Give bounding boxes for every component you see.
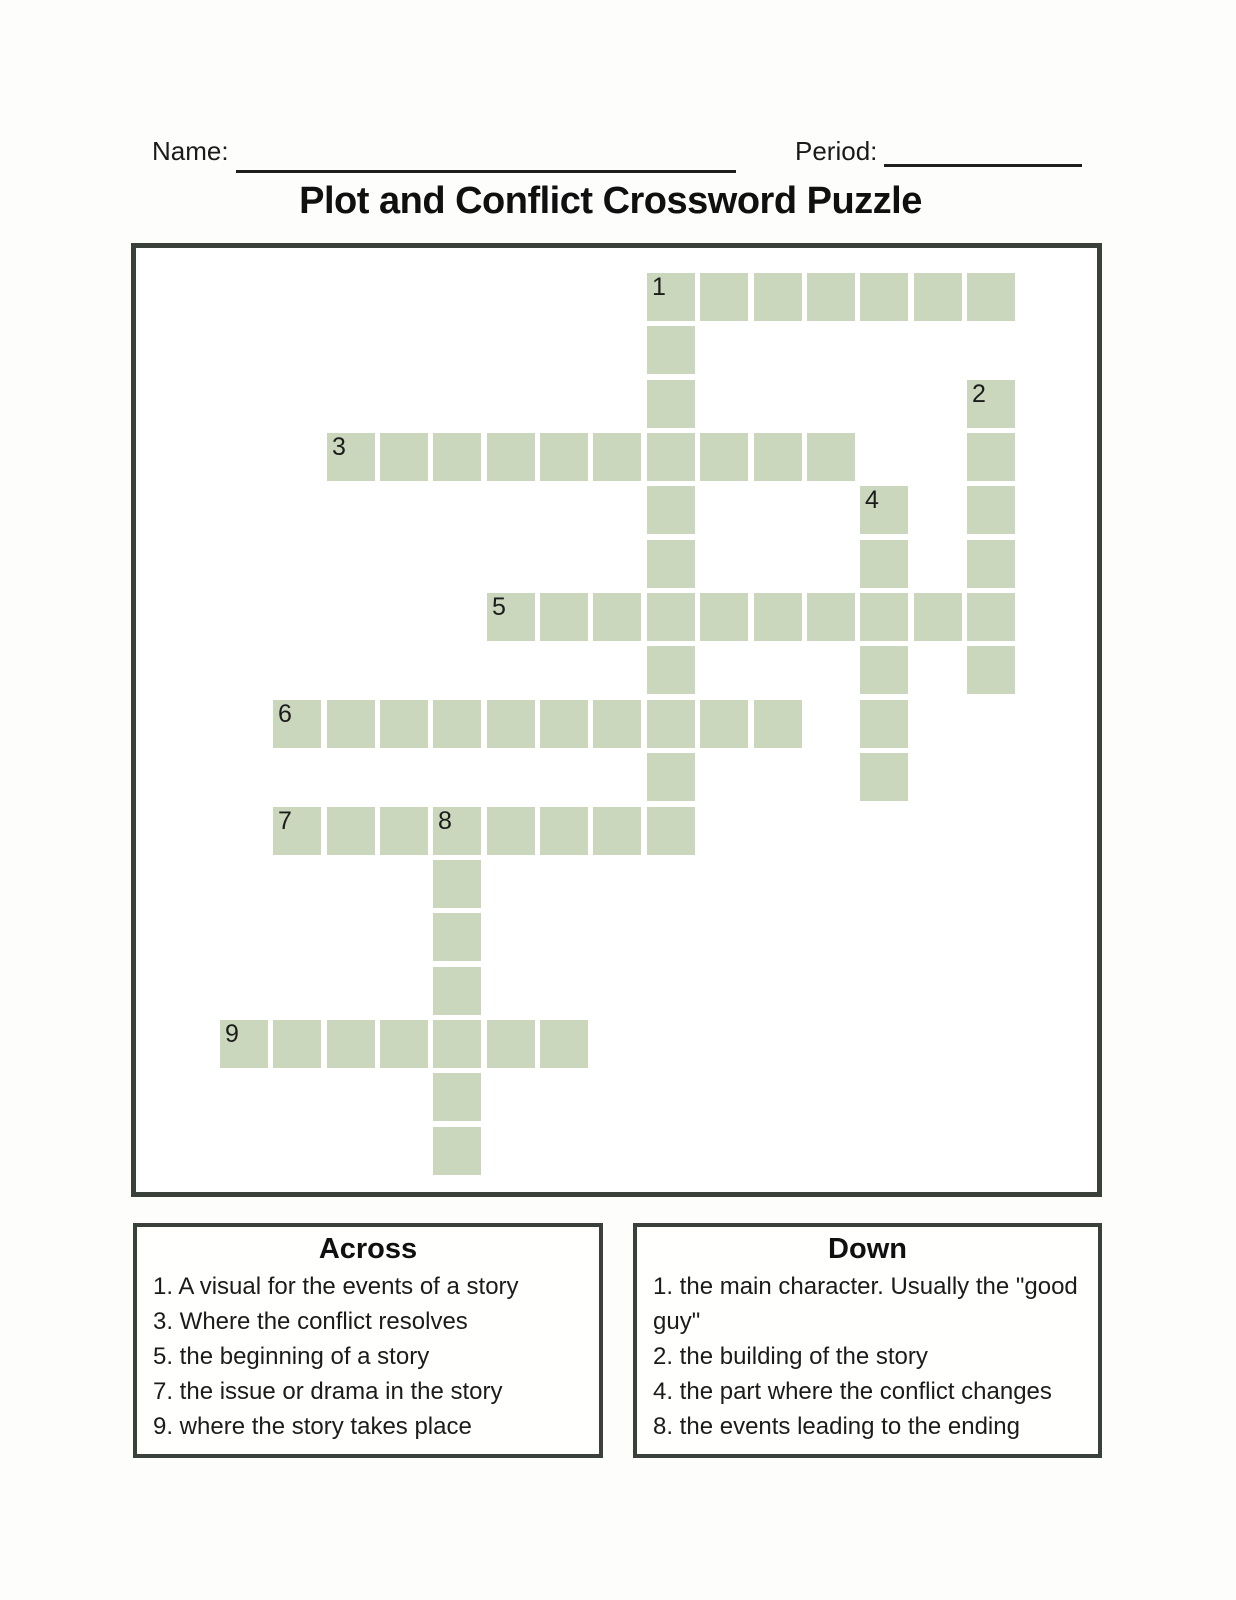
crossword-cell[interactable] xyxy=(860,486,908,534)
across-clue-item: 1. A visual for the events of a story xyxy=(153,1273,519,1300)
crossword-cell[interactable] xyxy=(754,700,802,748)
crossword-cell[interactable] xyxy=(860,700,908,748)
crossword-cell[interactable] xyxy=(433,433,481,481)
crossword-grid xyxy=(131,243,1102,1197)
name-label: Name: xyxy=(152,136,229,166)
cell-number: 5 xyxy=(492,593,506,621)
crossword-cell[interactable] xyxy=(487,1020,535,1068)
crossword-cell[interactable] xyxy=(433,913,481,961)
cell-number: 4 xyxy=(865,486,879,514)
crossword-cell[interactable] xyxy=(593,807,641,855)
across-clues-box xyxy=(133,1223,603,1458)
crossword-cell[interactable] xyxy=(860,593,908,641)
crossword-cell[interactable] xyxy=(967,486,1015,534)
crossword-cell[interactable] xyxy=(433,700,481,748)
crossword-cell[interactable] xyxy=(487,433,535,481)
crossword-cell[interactable] xyxy=(647,700,695,748)
down-clue-item: 8. the events leading to the ending xyxy=(653,1413,1020,1440)
cell-number: 7 xyxy=(278,807,292,835)
crossword-cell[interactable] xyxy=(647,326,695,374)
crossword-cell[interactable] xyxy=(967,273,1015,321)
crossword-cell[interactable] xyxy=(540,433,588,481)
crossword-cell[interactable] xyxy=(327,433,375,481)
crossword-cell[interactable] xyxy=(540,593,588,641)
crossword-cell[interactable] xyxy=(433,1127,481,1175)
cell-number: 6 xyxy=(278,700,292,728)
crossword-cell[interactable] xyxy=(647,540,695,588)
down-clue-item: 1. the main character. Usually the "good guy" xyxy=(653,1273,1078,1335)
crossword-cell[interactable] xyxy=(754,593,802,641)
crossword-cell[interactable] xyxy=(220,1020,268,1068)
crossword-cell[interactable] xyxy=(433,807,481,855)
crossword-cell[interactable] xyxy=(433,967,481,1015)
crossword-cell[interactable] xyxy=(700,593,748,641)
crossword-cell[interactable] xyxy=(807,273,855,321)
period-field-line[interactable] xyxy=(884,164,1082,167)
down-clue-item: 2. the building of the story xyxy=(653,1343,928,1370)
crossword-cell[interactable] xyxy=(914,593,962,641)
cell-number: 2 xyxy=(972,380,986,408)
crossword-cell[interactable] xyxy=(647,753,695,801)
crossword-cell[interactable] xyxy=(860,646,908,694)
crossword-cell[interactable] xyxy=(647,486,695,534)
crossword-cell[interactable] xyxy=(967,380,1015,428)
crossword-cell[interactable] xyxy=(433,1073,481,1121)
period-label: Period: xyxy=(795,136,878,166)
crossword-cell[interactable] xyxy=(327,807,375,855)
cell-number: 8 xyxy=(438,807,452,835)
crossword-cell[interactable] xyxy=(647,593,695,641)
crossword-cell[interactable] xyxy=(647,433,695,481)
crossword-cell[interactable] xyxy=(967,646,1015,694)
crossword-cell[interactable] xyxy=(273,807,321,855)
crossword-cell[interactable] xyxy=(487,807,535,855)
crossword-cell[interactable] xyxy=(433,860,481,908)
page-title: Plot and Conflict Crossword Puzzle xyxy=(299,180,922,222)
down-clue-item: 4. the part where the conflict changes xyxy=(653,1378,1052,1405)
down-clues-list xyxy=(637,1266,1098,1444)
crossword-cell[interactable] xyxy=(647,807,695,855)
crossword-cell[interactable] xyxy=(593,700,641,748)
crossword-cell[interactable] xyxy=(967,433,1015,481)
crossword-cell[interactable] xyxy=(647,380,695,428)
name-field-line[interactable] xyxy=(236,170,736,173)
crossword-cell[interactable] xyxy=(540,700,588,748)
crossword-cell[interactable] xyxy=(487,700,535,748)
across-clues-title: Across xyxy=(318,1233,418,1265)
across-clue-item: 7. the issue or drama in the story xyxy=(153,1378,503,1405)
crossword-cell[interactable] xyxy=(380,433,428,481)
crossword-cell[interactable] xyxy=(754,433,802,481)
crossword-cell[interactable] xyxy=(860,273,908,321)
crossword-cell[interactable] xyxy=(327,700,375,748)
crossword-cell[interactable] xyxy=(860,753,908,801)
crossword-cell[interactable] xyxy=(327,1020,375,1068)
crossword-cell[interactable] xyxy=(754,273,802,321)
crossword-cell[interactable] xyxy=(647,273,695,321)
crossword-cell[interactable] xyxy=(380,700,428,748)
crossword-cell[interactable] xyxy=(807,433,855,481)
crossword-cell[interactable] xyxy=(914,273,962,321)
across-clue-item: 3. Where the conflict resolves xyxy=(153,1308,468,1335)
down-clues-box xyxy=(633,1223,1102,1458)
across-clue-item: 9. where the story takes place xyxy=(153,1413,472,1440)
crossword-cell[interactable] xyxy=(593,593,641,641)
crossword-cell[interactable] xyxy=(807,593,855,641)
crossword-cell[interactable] xyxy=(967,540,1015,588)
crossword-cell[interactable] xyxy=(487,593,535,641)
crossword-cell[interactable] xyxy=(700,273,748,321)
crossword-cell[interactable] xyxy=(380,1020,428,1068)
crossword-cell[interactable] xyxy=(380,807,428,855)
crossword-cell[interactable] xyxy=(433,1020,481,1068)
cell-number: 1 xyxy=(652,273,666,301)
crossword-cell[interactable] xyxy=(700,700,748,748)
down-clues-title: Down xyxy=(828,1233,907,1265)
crossword-cell[interactable] xyxy=(860,540,908,588)
crossword-cell[interactable] xyxy=(967,593,1015,641)
across-clue-item: 5. the beginning of a story xyxy=(153,1343,430,1370)
cell-number: 3 xyxy=(332,433,346,461)
crossword-cell[interactable] xyxy=(540,807,588,855)
crossword-cell[interactable] xyxy=(540,1020,588,1068)
crossword-cell[interactable] xyxy=(273,700,321,748)
crossword-cell[interactable] xyxy=(647,646,695,694)
cell-number: 9 xyxy=(225,1020,239,1048)
crossword-cell[interactable] xyxy=(700,433,748,481)
across-clues-list xyxy=(137,1266,599,1444)
crossword-cell[interactable] xyxy=(593,433,641,481)
crossword-cell[interactable] xyxy=(273,1020,321,1068)
